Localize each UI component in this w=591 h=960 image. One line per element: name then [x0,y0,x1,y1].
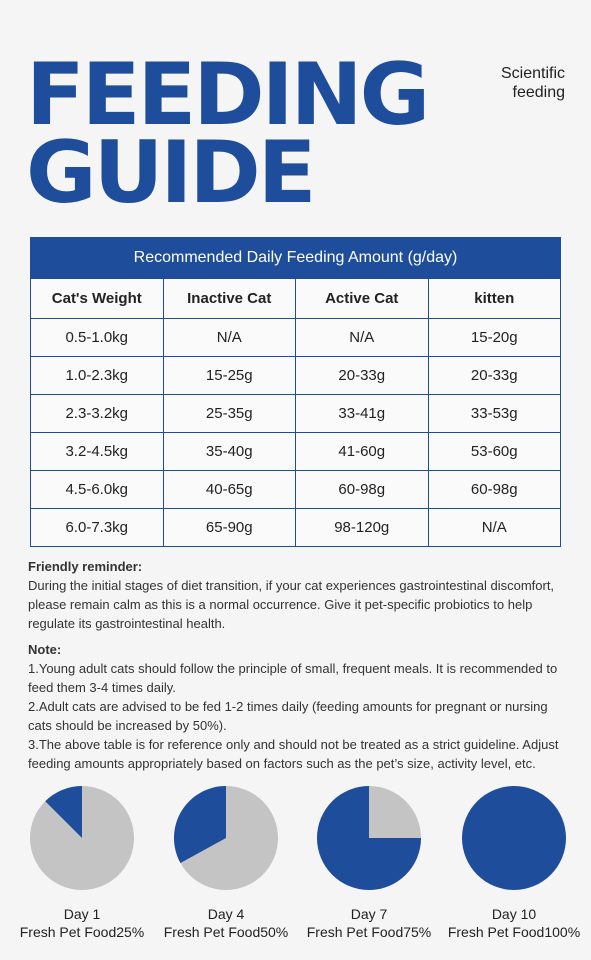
table-row [31,433,561,471]
table-cell: 20-33g [428,357,561,395]
pie-day-label: Day 4 [207,906,245,922]
page-title [26,45,428,223]
table-cell: 41-60g [296,433,429,471]
header-active: Active Cat [296,279,429,319]
table-row [31,509,561,547]
pie-chart-3 [316,785,422,891]
subtitle-line-2: feeding [512,84,565,101]
title-line-1: FEEDING [26,45,428,145]
table-cell: 53-60g [428,433,561,471]
note-item: 1.Young adult cats should follow the principle of small, frequent meals. It is recommended to feed them 3-4 times daily. [28,661,558,695]
table-cell: 60-98g [296,471,429,509]
note-item: 3.The above table is for reference only and should not be treated as a strict guideline. Adjust feeding amounts appropriately based on factors such as the pet’s size, activity level, etc. [28,737,559,771]
table-cell: 25-35g [163,395,296,433]
table-cell: N/A [163,319,296,357]
table-cell: 2.3-3.2kg [31,395,164,433]
header-kitten: kitten [428,279,561,319]
pie-day-label: Day 10 [491,906,537,922]
table-cell: 3.2-4.5kg [31,433,164,471]
table-cell: 20-33g [296,357,429,395]
table-caption: Recommended Daily Feeding Amount (g/day) [31,238,561,279]
pie-food-label: Fresh Pet Food50% [163,924,289,940]
note-item: 2.Adult cats are advised to be fed 1-2 times daily (feeding amounts for pregnant or nursing cats should be increased by 50%). [28,699,548,733]
header-weight: Cat's Weight [31,279,164,319]
table-cell: 65-90g [163,509,296,547]
table-cell: 15-20g [428,319,561,357]
pie-charts [0,785,591,960]
reminder-heading: Friendly reminder: [28,559,143,574]
notes-section [28,640,568,773]
pie-day-7 [306,785,432,941]
pie-food-label: Fresh Pet Food75% [306,924,432,940]
table-cell: 1.0-2.3kg [31,357,164,395]
feeding-table [30,237,561,547]
pie-chart-4 [461,785,567,891]
table-cell: 4.5-6.0kg [31,471,164,509]
pie-chart-1 [29,785,135,891]
table-cell: 6.0-7.3kg [31,509,164,547]
table-row [31,395,561,433]
table-cell: 0.5-1.0kg [31,319,164,357]
table-row [31,471,561,509]
table-cell: 33-41g [296,395,429,433]
table-cell: 98-120g [296,509,429,547]
table-cell: 60-98g [428,471,561,509]
subtitle-line-1: Scientific [500,65,565,82]
pie-food-label: Fresh Pet Food25% [19,924,145,940]
note-heading: Note: [28,642,62,657]
table-cell: N/A [428,509,561,547]
pie-day-4 [163,785,289,941]
table-row [31,319,561,357]
header-inactive: Inactive Cat [163,279,296,319]
pie-day-label: Day 1 [63,906,101,922]
table-cell: 15-25g [163,357,296,395]
pie-day-1 [19,785,145,941]
pie-day-label: Day 7 [350,906,388,922]
table-cell: 33-53g [428,395,561,433]
pie-chart-2 [173,785,279,891]
reminder-text: During the initial stages of diet transition, if your cat experiences gastrointestinal discomfort, please remain calm as this is a normal occurrence. Give it pet-specific probiotics to help regulate its gastrointestinal health. [28,578,555,631]
table-row [31,357,561,395]
title-line-2: GUIDE [26,123,314,223]
table-cell: 40-65g [163,471,296,509]
table-cell: 35-40g [163,433,296,471]
subtitle [501,64,565,102]
friendly-reminder [28,557,568,633]
pie-food-label: Fresh Pet Food100% [447,924,581,940]
table-cell: N/A [296,319,429,357]
pie-day-10 [447,785,581,941]
pie-slice-fresh [462,786,566,890]
